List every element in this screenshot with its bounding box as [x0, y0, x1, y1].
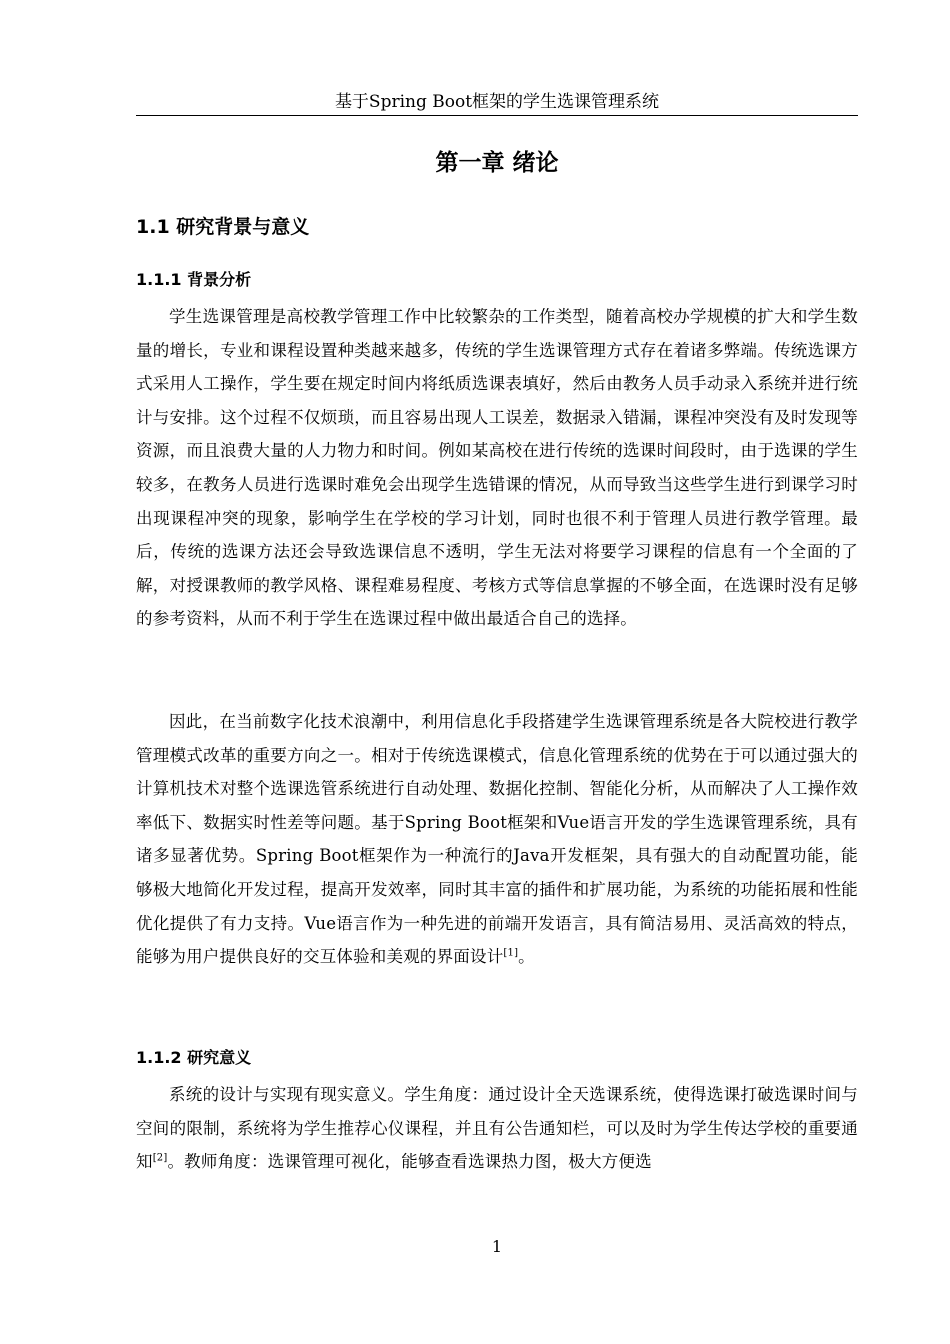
- paragraph-significance-1: [136, 1078, 858, 1179]
- section-heading-1-1-1: 1.1.1 背景分析: [136, 270, 252, 289]
- paragraph-background-2: [136, 705, 858, 974]
- section-heading-1-1: 1.1 研究背景与意义: [136, 216, 310, 238]
- paragraph-text: 因此，在当前数字化技术浪潮中，利用信息化手段搭建学生选课管理系统是各大院校进行教学管理模式改革的重要方向之一。相对于传统选课模式，信息化管理系统的优势在于可以通过强大的计算机技术对整个选课选管系统进行自动处理、数据化控制、智能化分析，从而解决了人工操作效率低下、数据实时性差等问题。基于Spring Boot框架和Vue语言开发的学生选课管理系统，具有诸多显著优势。Spring Boot框架作为一种流行的Java开发框架，具有强大的自动配置功能，能够极大地简化开发过程，提高开发效率，同时其丰富的插件和扩展功能，为系统的功能拓展和性能优化提供了有力支持。Vue语言作为一种先进的前端开发语言，具有简洁易用、灵活高效的特点，能够为用户提供良好的交互体验和美观的界面设计: [136, 712, 858, 967]
- running-header: 基于Spring Boot框架的学生选课管理系统: [334, 92, 660, 112]
- chapter-title: 第一章 绪论: [435, 150, 559, 176]
- citation-marker: [2]: [152, 1152, 168, 1164]
- paragraph-background-1: 学生选课管理是高校教学管理工作中比较繁杂的工作类型，随着高校办学规模的扩大和学生数量的增长，专业和课程设置种类越来越多，传统的学生选课管理方式存在着诸多弊端。传统选课方式采用人工操作，学生要在规定时间内将纸质选课表填好，然后由教务人员手动录入系统并进行统计与安排。这个过程不仅烦琐，而且容易出现人工误差，数据录入错漏，课程冲突没有及时发现等资源，而且浪费大量的人力物力和时间。例如某高校在进行传统的选课时间段时，由于选课的学生较多，在教务人员进行选课时难免会出现学生选错课的情况，从而导致当这些学生进行到课学习时出现课程冲突的现象，影响学生在学校的学习计划，同时也很不利于管理人员进行教学管理。最后，传统的选课方法还会导致选课信息不透明，学生无法对将要学习课程的信息有一个全面的了解，对授课教师的教学风格、课程难易程度、考核方式等信息掌握的不够全面，在选课时没有足够的参考资料，从而不利于学生在选课过程中做出最适合自己的选择。: [136, 307, 858, 629]
- section-heading-1-1-2: 1.1.2 研究意义: [136, 1048, 252, 1067]
- paragraph-text-end: 。: [518, 947, 535, 967]
- page-number: 1: [491, 1237, 503, 1256]
- paragraph-text-end: 。教师角度：选课管理可视化，能够查看选课热力图，极大方便选: [167, 1152, 652, 1172]
- header-divider: [136, 115, 858, 116]
- paragraph-text: 系统的设计与实现有现实意义。学生角度：通过设计全天选课系统，使得选课打破选课时间与空间的限制，系统将为学生推荐心仪课程，并且有公告通知栏，可以及时为学生传达学校的重要通知: [136, 1085, 858, 1172]
- citation-marker: [1]: [503, 947, 519, 959]
